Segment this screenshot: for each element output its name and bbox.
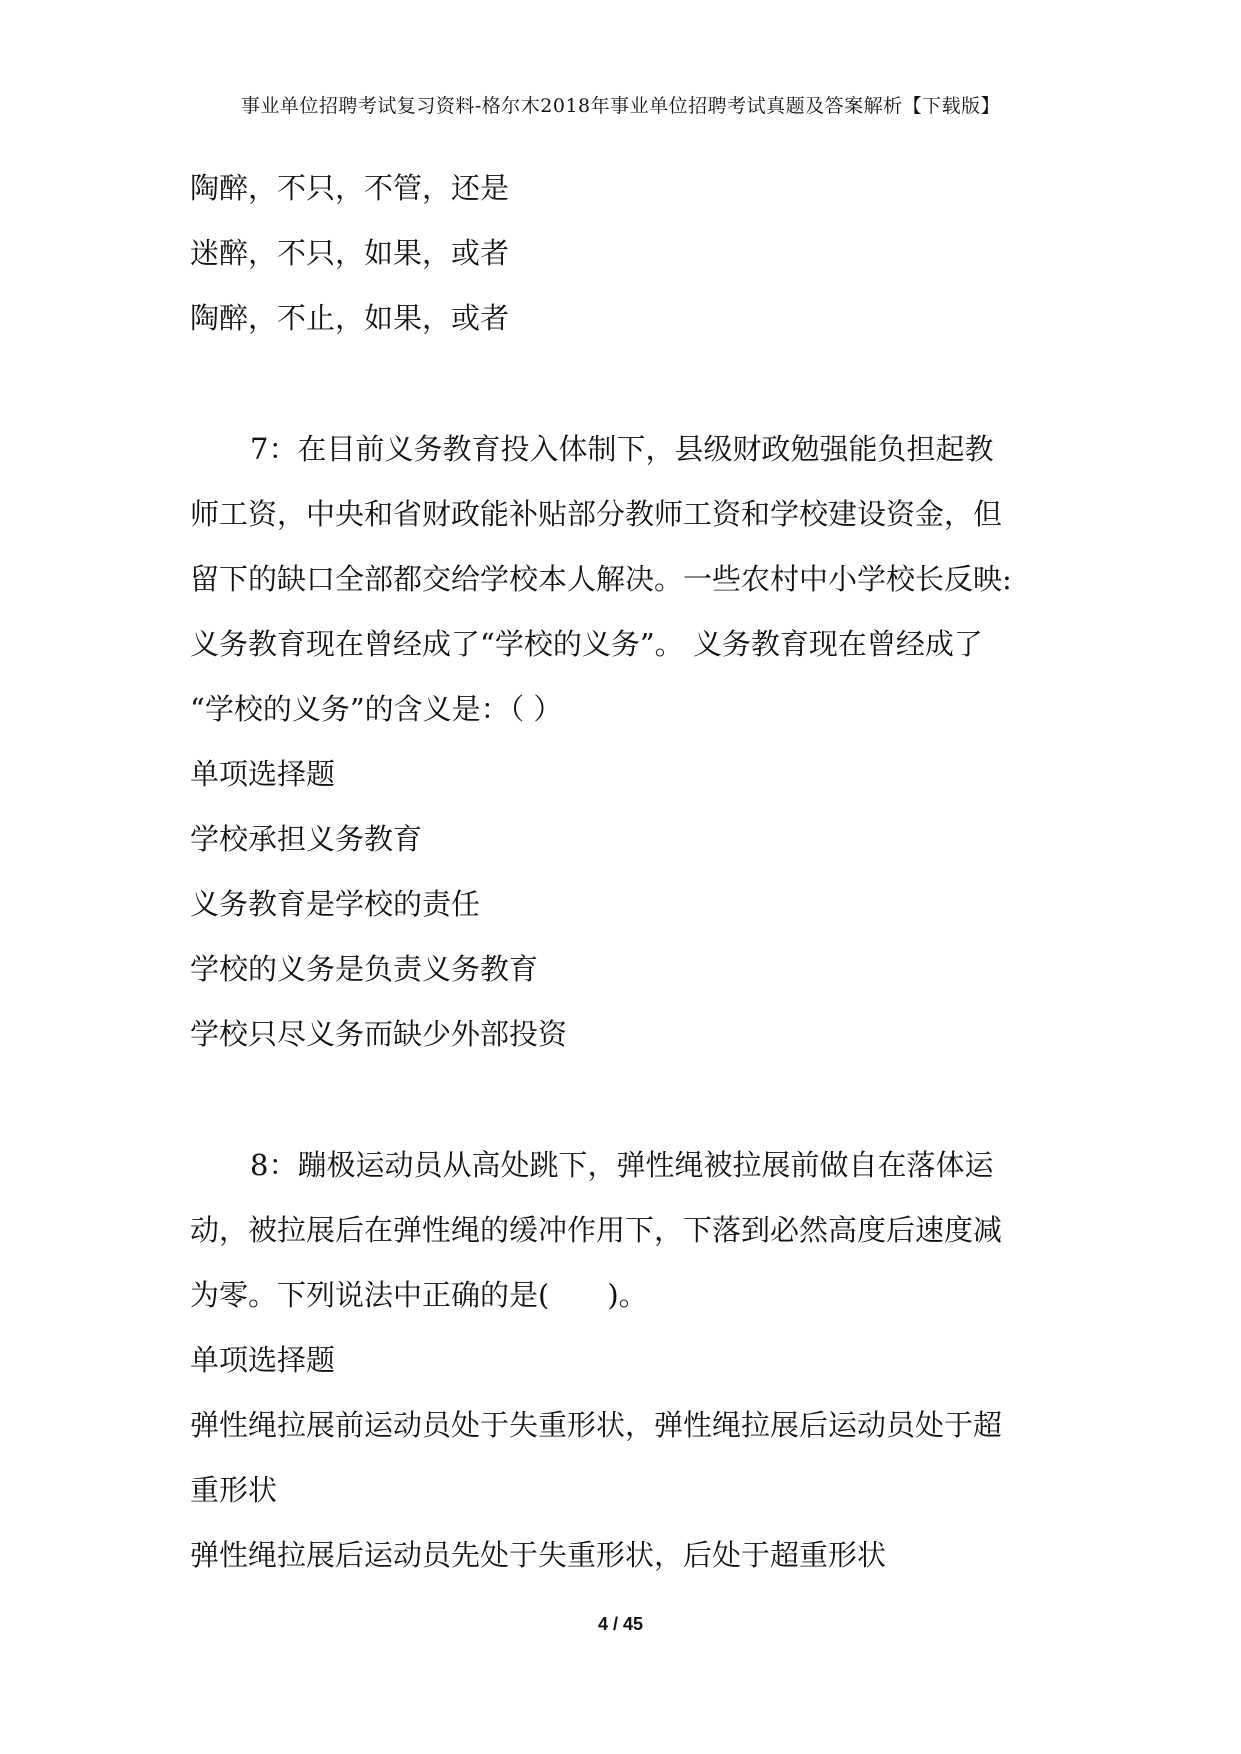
q8-stem-line-1: 8：蹦极运动员从高处跳下，弹性绳被拉展前做自在落体运 — [250, 1148, 994, 1182]
q8-option-1: 弹性绳拉展前运动员处于失重形状，弹性绳拉展后运动员处于超 — [190, 1408, 1003, 1442]
q7-option-3: 学校的义务是负责义务教育 — [190, 952, 539, 986]
q7-stem-line-1: 7：在目前义务教育投入体制下，县级财政勉强能负担起教 — [250, 432, 994, 466]
q7-option-1: 学校承担义务教育 — [190, 822, 423, 856]
q8-option-1-continued: 重形状 — [190, 1473, 278, 1507]
q8-stem-line-2: 动，被拉展后在弹性绳的缓冲作用下，下落到必然高度后速度减 — [190, 1213, 1003, 1247]
q7-option-2: 义务教育是学校的责任 — [190, 887, 481, 921]
q8-stem-line-3: 为零。下列说法中正确的是( )。 — [190, 1278, 648, 1312]
prev-option-3: 陶醉，不止，如果，或者 — [190, 301, 510, 335]
page-number: 4 / 45 — [597, 1614, 644, 1634]
q7-option-4: 学校只尽义务而缺少外部投资 — [190, 1017, 568, 1051]
prev-option-1: 陶醉，不只，不管，还是 — [190, 171, 510, 205]
page-header: 事业单位招聘考试复习资料-格尔木2018年事业单位招聘考试真题及答案解析【下载版】 — [240, 95, 1001, 117]
q7-stem-line-4: 义务教育现在曾经成了“学校的义务”。 义务教育现在曾经成了 — [190, 627, 983, 661]
q7-stem-line-3: 留下的缺口全部都交给学校本人解决。一些农村中小学校长反映: — [190, 562, 1012, 596]
q7-question-type: 单项选择题 — [190, 757, 336, 791]
q7-stem-line-2: 师工资，中央和省财政能补贴部分教师工资和学校建设资金，但 — [190, 497, 1003, 531]
q8-option-2: 弹性绳拉展后运动员先处于失重形状，后处于超重形状 — [190, 1538, 887, 1572]
prev-option-2: 迷醉，不只，如果，或者 — [190, 236, 510, 270]
q7-stem-line-5: “学校的义务”的含义是：（ ） — [190, 692, 563, 726]
q8-question-type: 单项选择题 — [190, 1343, 336, 1377]
